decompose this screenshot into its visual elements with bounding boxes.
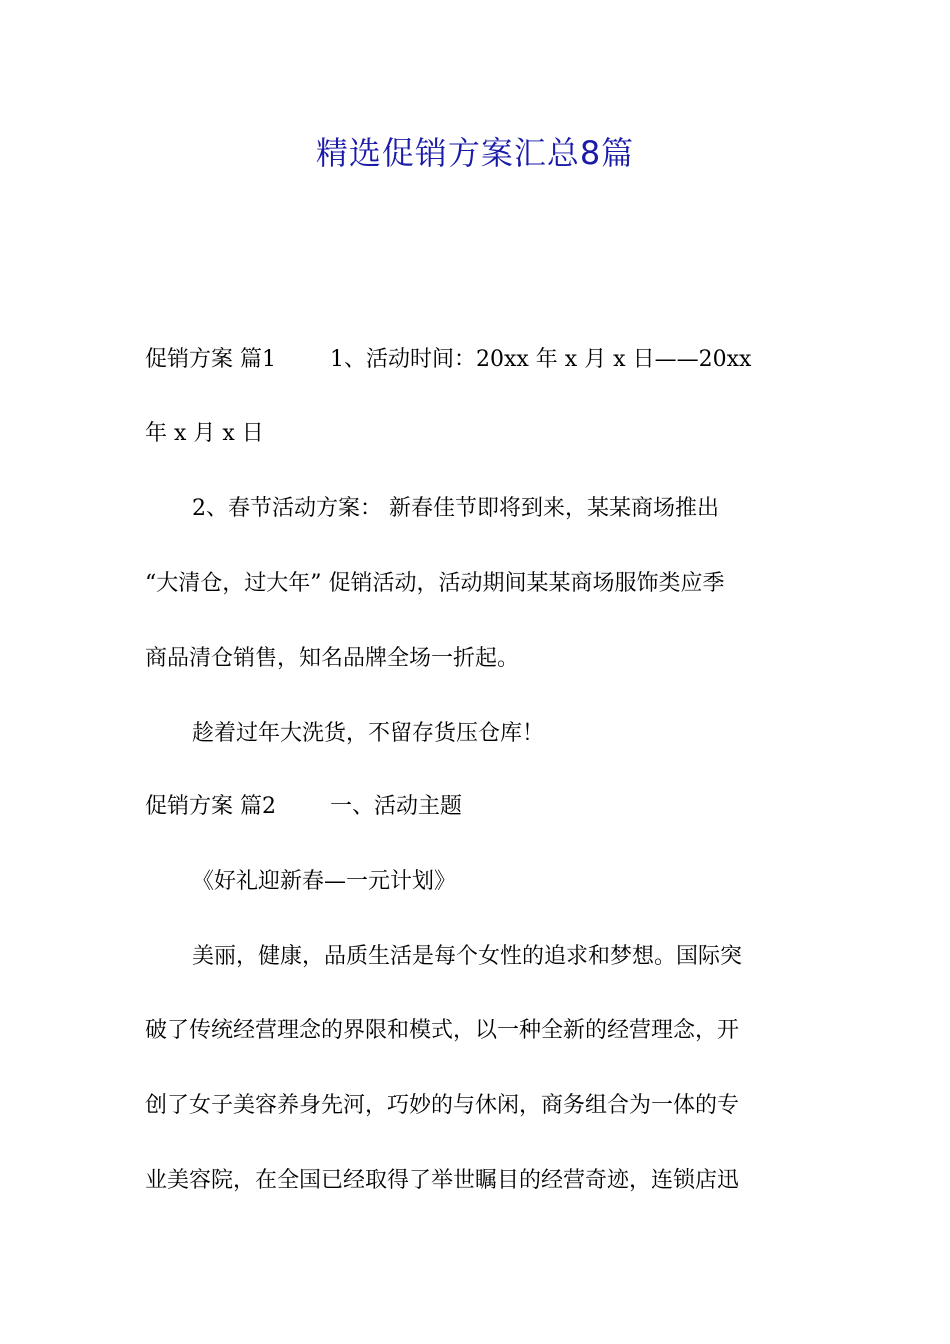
paragraph-line: 业美容院，在全国已经取得了举世瞩目的经营奇迹，连锁店迅 — [145, 1168, 740, 1193]
paragraph-line: 创了女子美容养身先河，巧妙的与休闲，商务组合为一体的专 — [145, 1093, 740, 1118]
section-label: 促销方案 篇1 — [145, 347, 276, 372]
section-label: 促销方案 篇2 — [145, 794, 276, 819]
paragraph-line: “大清仓，过大年” 促销活动，活动期间某某商场服饰类应季 — [145, 571, 725, 596]
paragraph-line: 破了传统经营理念的界限和模式，以一种全新的经营理念，开 — [145, 1018, 740, 1043]
line-text: 1、活动时间：20xx 年 x 月 x 日——20xx — [330, 347, 752, 372]
document-title: 精选促销方案汇总8篇 — [315, 134, 635, 172]
paragraph-line: 2、春节活动方案： 新春佳节即将到来，某某商场推出 — [192, 496, 719, 521]
paragraph-line — [145, 789, 462, 825]
paragraph-line: 商品清仓销售，知名品牌全场一折起。 — [145, 646, 520, 671]
paragraph-line: 美丽，健康，品质生活是每个女性的追求和梦想。国际突 — [192, 944, 743, 969]
paragraph-line — [145, 342, 751, 378]
line-text: 一、活动主题 — [330, 794, 463, 819]
paragraph-line: 年 x 月 x 日 — [145, 421, 264, 446]
paragraph-line: 《好礼迎新春—一元计划》 — [192, 869, 457, 894]
paragraph-line: 趁着过年大洗货，不留存货压仓库！ — [192, 721, 545, 746]
